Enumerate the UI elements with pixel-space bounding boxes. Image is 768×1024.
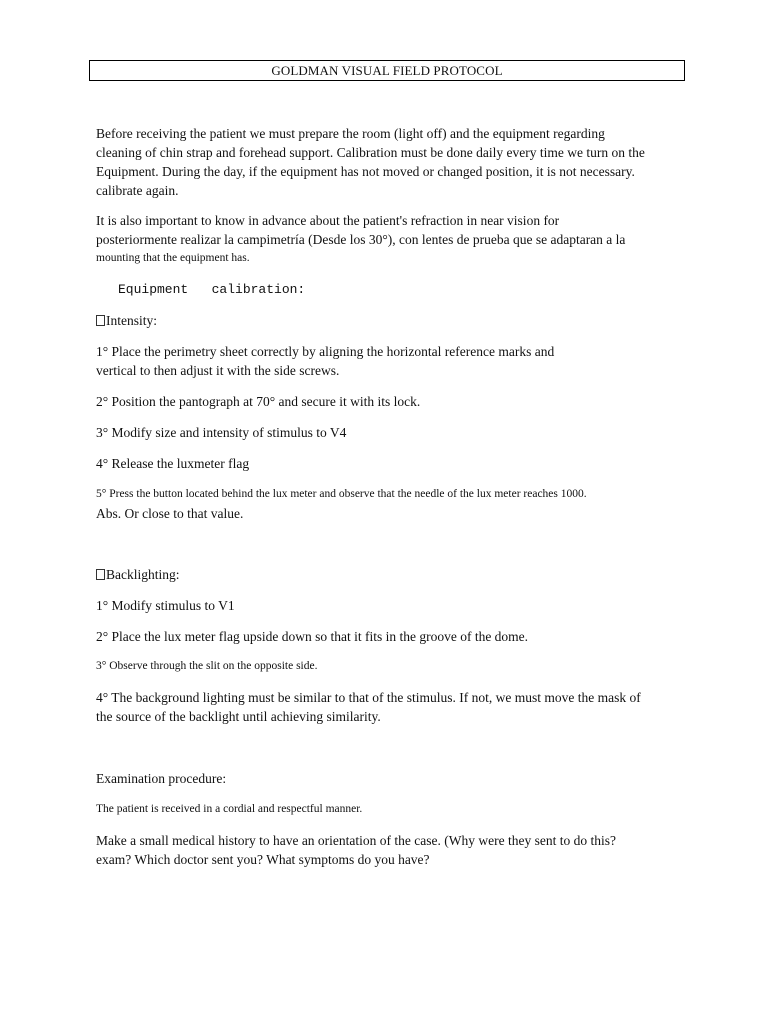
intensity-heading-row xyxy=(96,311,666,330)
intro-p1-line-4: calibrate again. xyxy=(96,183,179,198)
backlighting-step-4-line-2: the source of the backlight until achieving similarity. xyxy=(96,709,381,724)
backlighting-step-2: 2° Place the lux meter flag upside down so that it fits in the groove of the dome. xyxy=(96,629,529,644)
missing-glyph-icon xyxy=(96,569,105,580)
intensity-step-4: 4° Release the luxmeter flag xyxy=(96,456,250,471)
intensity-step-1-line-1: 1° Place the perimetry sheet correctly by aligning the horizontal reference marks and xyxy=(96,344,555,359)
intro-p1-line-1: Before receiving the patient we must prepare the room (light off) and the equipment regarding xyxy=(96,126,605,141)
intensity-step-5-line-2: Abs. Or close to that value. xyxy=(96,506,244,521)
intro-p2-line-2: posteriormente realizar la campimetría (Desde los 30°), con lentes de prueba que se adaptaran a la xyxy=(96,232,626,247)
examination-paragraph-2 xyxy=(96,831,666,869)
examination-paragraph-1: The patient is received in a cordial and respectful manner. xyxy=(96,803,363,815)
intensity-heading: Intensity: xyxy=(106,313,157,328)
intro-p1-line-2: cleaning of chin strap and forehead support. Calibration must be done daily every time we turn on the xyxy=(96,145,645,160)
intro-paragraph-1 xyxy=(96,124,666,200)
intro-p2-line-3: mounting that the equipment has. xyxy=(96,252,250,264)
intensity-step-3: 3° Modify size and intensity of stimulus to V4 xyxy=(96,425,347,440)
backlighting-step-1: 1° Modify stimulus to V1 xyxy=(96,598,235,613)
intensity-step-1-line-2: vertical to then adjust it with the side screws. xyxy=(96,363,340,378)
intro-p2-line-1: It is also important to know in advance about the patient's refraction in near vision for xyxy=(96,213,560,228)
calibration-heading: Equipment calibration: xyxy=(118,282,306,297)
backlighting-step-4-line-1: 4° The background lighting must be similar to that of the stimulus. If not, we must move the mask of xyxy=(96,690,641,705)
intro-p1-line-3: Equipment. During the day, if the equipment has not moved or changed position, it is not necessary. xyxy=(96,164,635,179)
intensity-step-1 xyxy=(96,342,590,380)
intensity-step-5-line-1: 5° Press the button located behind the lux meter and observe that the needle of the lux meter reaches 1000. xyxy=(96,488,587,500)
intensity-step-5 xyxy=(96,485,666,523)
examination-p2-line-2: exam? Which doctor sent you? What symptoms do you have? xyxy=(96,852,430,867)
backlighting-step-4 xyxy=(96,688,666,726)
examination-heading: Examination procedure: xyxy=(96,771,227,786)
intro-paragraph-2 xyxy=(96,211,666,268)
intensity-step-2: 2° Position the pantograph at 70° and secure it with its lock. xyxy=(96,394,421,409)
backlighting-step-3: 3° Observe through the slit on the opposite side. xyxy=(96,660,318,672)
examination-p2-line-1: Make a small medical history to have an orientation of the case. (Why were they sent to do this? xyxy=(96,833,616,848)
document-title: GOLDMAN VISUAL FIELD PROTOCOL xyxy=(89,60,685,81)
backlighting-heading: Backlighting: xyxy=(106,567,180,582)
missing-glyph-icon xyxy=(96,315,105,326)
backlighting-heading-row xyxy=(96,565,666,584)
